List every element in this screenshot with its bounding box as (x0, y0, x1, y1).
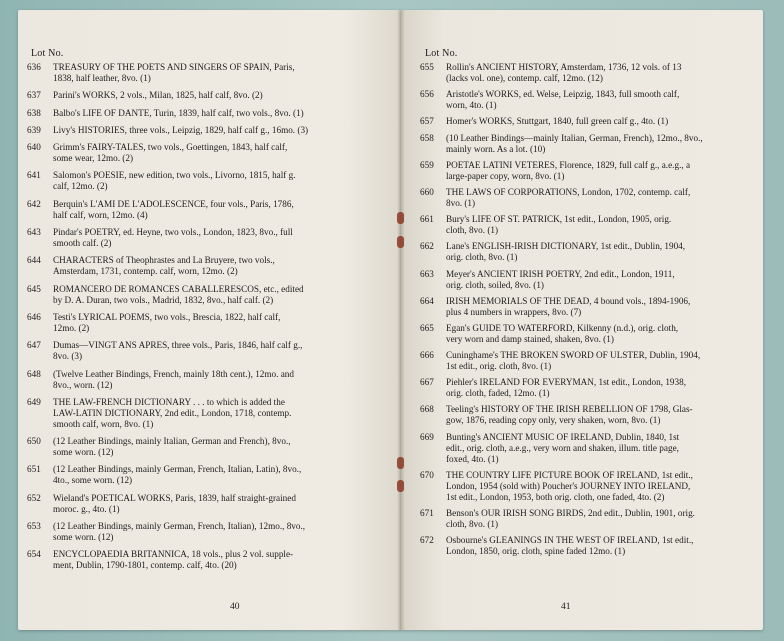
lot-entry (419, 116, 749, 127)
lot-number: 658 (420, 132, 434, 143)
lot-number: 669 (420, 431, 434, 442)
lot-entry (26, 464, 390, 486)
lot-number: 671 (420, 508, 434, 518)
description-line: Wieland's POETICAL WORKS, Paris, 1839, half straight-grained (53, 492, 296, 503)
lot-number: 651 (27, 464, 41, 475)
lot-entry (26, 108, 390, 119)
lot-description (53, 397, 390, 430)
description-line: POETAE LATINI VETERES, Florence, 1829, full calf g., a.e.g., a (446, 159, 691, 170)
lot-description (446, 269, 749, 291)
lot-description (53, 227, 390, 249)
page-number: 41 (561, 602, 571, 612)
description-line: Cuninghame's THE BROKEN SWORD OF ULSTER, Dublin, 1904, (446, 350, 701, 361)
lot-entry (419, 241, 749, 263)
lot-entry (26, 369, 390, 391)
lot-entry (419, 470, 749, 503)
lot-description (446, 470, 749, 503)
staple (397, 212, 404, 224)
description-line: Pindar's POETRY, ed. Heyne, two vols., London, 1823, 8vo., full (53, 227, 293, 238)
lot-number: 648 (27, 368, 41, 379)
lot-entry (26, 142, 390, 164)
lot-description (53, 340, 390, 362)
lot-entry (419, 296, 749, 318)
lot-entry (419, 133, 749, 155)
description-line: Teeling's HISTORY OF THE IRISH REBELLION OF 1798, Glas- (446, 404, 693, 415)
lot-entry (26, 90, 390, 101)
lot-number: 667 (420, 377, 434, 388)
description-line: 8vo., worn. (12) (53, 379, 113, 390)
lot-description (53, 464, 390, 486)
right-page (401, 10, 763, 630)
description-line: Aristotle's WORKS, ed. Welse, Leipzig, 1843, full smooth calf, (446, 89, 680, 100)
lot-list (419, 62, 749, 562)
lot-entry (419, 377, 749, 399)
lot-number: 650 (27, 436, 41, 447)
lot-description (53, 521, 390, 543)
description-line: some worn. (12) (53, 447, 114, 458)
lot-number: 647 (27, 340, 41, 351)
lot-number: 640 (27, 142, 41, 153)
lot-description (446, 296, 749, 318)
lot-number-header: Lot No. (31, 48, 64, 59)
description-line: large-paper copy, worn, 8vo. (1) (446, 170, 565, 181)
left-page (18, 10, 401, 630)
description-line: 1838, half leather, 8vo. (1) (53, 73, 151, 83)
staple (397, 457, 404, 469)
description-line: Homer's WORKS, Stuttgart, 1840, full green calf g., 4to. (1) (446, 116, 669, 127)
lot-description (53, 284, 390, 306)
lot-number: 670 (420, 469, 434, 480)
lot-entry (26, 549, 390, 571)
lot-list (26, 62, 390, 578)
description-line: Testi's LYRICAL POEMS, two vols., Brescia, 1822, half calf, (53, 311, 281, 322)
description-line: foxed, 4to. (1) (446, 453, 499, 464)
description-line: gow, 1876, reading copy only, very shaken, worn, 8vo. (1) (446, 415, 661, 426)
description-line: THE COUNTRY LIFE PICTURE BOOK OF IRELAND, 1st edit., (446, 469, 693, 480)
lot-entry (26, 397, 390, 430)
description-line: calf, 12mo. (2) (53, 181, 108, 192)
lot-entry (419, 350, 749, 372)
description-line: Piehler's IRELAND FOR EVERYMAN, 1st edit., London, 1938, (446, 377, 687, 388)
lot-entry (419, 269, 749, 291)
description-line: Egan's GUIDE TO WATERFORD, Kilkenny (n.d.), orig. cloth, (446, 322, 679, 333)
description-line: THE LAWS OF CORPORATIONS, London, 1702, contemp. calf, (446, 186, 691, 197)
lot-number: 637 (27, 90, 41, 101)
lot-number: 643 (27, 227, 41, 238)
lot-description (53, 255, 390, 277)
description-line: by D. A. Duran, two vols., Madrid, 1832, 8vo., half calf. (2) (53, 294, 274, 305)
description-line: Parini's WORKS, 2 vols., Milan, 1825, half calf, 8vo. (2) (53, 90, 263, 101)
lot-entry (419, 323, 749, 345)
lot-entry (419, 432, 749, 465)
lot-entry (26, 255, 390, 277)
lot-entry (26, 312, 390, 334)
lot-number: 668 (420, 404, 434, 415)
lot-number: 662 (420, 241, 434, 252)
description-line: half calf, worn, 12mo. (4) (53, 209, 148, 220)
lot-description (53, 170, 390, 192)
lot-entry (26, 521, 390, 543)
lot-description (53, 436, 390, 458)
description-line: Salomon's POESIE, new edition, two vols., Livorno, 1815, half g. (53, 170, 296, 181)
description-line: orig. cloth, soiled, 8vo. (1) (446, 279, 544, 290)
lot-number: 655 (420, 62, 434, 72)
lot-number: 663 (420, 268, 434, 279)
description-line: 1st edit., London, 1953, both orig. cloth, one faded, 4to. (2) (446, 491, 665, 502)
description-line: 12mo. (2) (53, 322, 90, 333)
lot-entry (26, 436, 390, 458)
page-number: 40 (230, 602, 240, 612)
lot-entry (26, 170, 390, 192)
lot-number: 654 (27, 549, 41, 560)
lot-number: 649 (27, 396, 41, 407)
lot-number: 659 (420, 159, 434, 170)
description-line: TREASURY OF THE POETS AND SINGERS OF SPAIN, Paris, (53, 62, 295, 72)
book-gutter (397, 10, 405, 630)
lot-number: 661 (420, 214, 434, 225)
description-line: orig. cloth, 8vo. (1) (446, 252, 518, 263)
lot-description (53, 108, 390, 119)
lot-number: 657 (420, 116, 434, 127)
description-line: some worn. (12) (53, 532, 114, 543)
description-line: London, 1850, orig. cloth, spine faded 12mo. (1) (446, 546, 626, 557)
lot-entry (419, 508, 749, 530)
lot-description (446, 116, 749, 127)
lot-description (446, 404, 749, 426)
lot-description (53, 142, 390, 164)
description-line: Lane's ENGLISH-IRISH DICTIONARY, 1st edit., Dublin, 1904, (446, 241, 686, 252)
description-line: IRISH MEMORIALS OF THE DEAD, 4 bound vols., 1894-1906, (446, 295, 691, 306)
lot-description (446, 214, 749, 236)
staple (397, 480, 404, 492)
description-line: (12 Leather Bindings, mainly German, French, Italian), 12mo., 8vo., (53, 521, 306, 532)
description-line: 4to., some worn. (12) (53, 475, 133, 486)
lot-number: 646 (27, 311, 41, 322)
lot-description (446, 62, 749, 84)
lot-description (446, 432, 749, 465)
description-line: ment, Dublin, 1790-1801, contemp. calf, 4to. (20) (53, 560, 237, 571)
lot-entry (419, 404, 749, 426)
lot-description (446, 535, 749, 557)
lot-description (446, 187, 749, 209)
description-line: LAW-LATIN DICTIONARY, 2nd edit., London, 1718, contemp. (53, 407, 292, 418)
lot-description (446, 241, 749, 263)
lot-entry (26, 199, 390, 221)
lot-description (446, 323, 749, 345)
lot-description (446, 160, 749, 182)
lot-entry (419, 187, 749, 209)
description-line: cloth, 8vo. (1) (446, 225, 499, 236)
lot-number: 672 (420, 535, 434, 546)
lot-number: 641 (27, 170, 41, 181)
lot-description (53, 369, 390, 391)
lot-number: 660 (420, 186, 434, 197)
lot-description (53, 62, 390, 84)
lot-number: 652 (27, 492, 41, 503)
lot-entry (26, 125, 390, 136)
lot-number: 644 (27, 255, 41, 266)
description-line: Osbourne's GLEANINGS IN THE WEST OF IRELAND, 1st edit., (446, 535, 694, 546)
description-line: moroc. g., 4to. (1) (53, 503, 120, 514)
lot-number-header: Lot No. (425, 48, 458, 59)
description-line: mainly worn. As a lot. (10) (446, 143, 546, 154)
description-line: (Twelve Leather Bindings, French, mainly 18th cent.), 12mo. and (53, 368, 294, 379)
description-line: worn, 4to. (1) (446, 100, 497, 111)
description-line: Benson's OUR IRISH SONG BIRDS, 2nd edit., Dublin, 1901, orig. (446, 508, 695, 518)
description-line: plus 4 numbers in wrappers, 8vo. (7) (446, 306, 582, 317)
description-line: 1st edit., orig. cloth, 8vo. (1) (446, 361, 552, 372)
lot-description (53, 90, 390, 101)
lot-entry (419, 160, 749, 182)
description-line: ENCYCLOPAEDIA BRITANNICA, 18 vols., plus 2 vol. supple- (53, 549, 294, 560)
description-line: Meyer's ANCIENT IRISH POETRY, 2nd edit., London, 1911, (446, 268, 675, 279)
lot-description (446, 89, 749, 111)
description-line: ROMANCERO DE ROMANCES CABALLERESCOS, etc., edited (53, 283, 304, 294)
lot-description (53, 312, 390, 334)
description-line: CHARACTERS of Theophrastes and La Bruyere, two vols., (53, 255, 275, 266)
description-line: orig. cloth, faded, 12mo. (1) (446, 388, 550, 399)
staple (397, 236, 404, 248)
description-line: (10 Leather Bindings—mainly Italian, German, French), 12mo., 8vo., (446, 132, 703, 143)
description-line: (12 Leather Bindings, mainly German, French, Italian, Latin), 8vo., (53, 464, 302, 475)
description-line: cloth, 8vo. (1) (446, 519, 499, 529)
description-line: (12 Leather Bindings, mainly Italian, German and French), 8vo., (53, 436, 291, 447)
lot-number: 666 (420, 350, 434, 361)
description-line: Grimm's FAIRY-TALES, two vols., Goettingen, 1843, half calf, (53, 142, 288, 153)
lot-description (53, 549, 390, 571)
lot-description (53, 125, 390, 136)
description-line: Bunting's ANCIENT MUSIC OF IRELAND, Dublin, 1840, 1st (446, 431, 680, 442)
description-line: 8vo. (3) (53, 351, 83, 362)
description-line: Rollin's ANCIENT HISTORY, Amsterdam, 1736, 12 vols. of 13 (446, 62, 682, 72)
lot-entry (26, 340, 390, 362)
lot-number: 638 (27, 107, 41, 118)
lot-description (446, 133, 749, 155)
lot-description (53, 199, 390, 221)
lot-entry (26, 493, 390, 515)
lot-description (446, 377, 749, 399)
description-line: Bury's LIFE OF ST. PATRICK, 1st edit., London, 1905, orig. (446, 214, 672, 225)
description-line: smooth calf. (2) (53, 238, 112, 249)
lot-description (446, 350, 749, 372)
lot-number: 636 (27, 62, 41, 72)
lot-number: 664 (420, 295, 434, 306)
lot-entry (26, 284, 390, 306)
lot-number: 656 (420, 89, 434, 100)
lot-number: 639 (27, 124, 41, 135)
lot-entry (419, 214, 749, 236)
lot-description (53, 493, 390, 515)
description-line: Livy's HISTORIES, three vols., Leipzig, 1829, half calf g., 16mo. (3) (53, 124, 309, 135)
description-line: London, 1954 (sold with) Poucher's JOURNEY INTO IRELAND, (446, 480, 691, 491)
description-line: 8vo. (1) (446, 197, 476, 208)
description-line: edit., orig. cloth, a.e.g., very worn and shaken, illum. title page, (446, 442, 679, 453)
description-line: THE LAW-FRENCH DICTIONARY . . . to which is added the (53, 396, 285, 407)
description-line: smooth calf, worn, 8vo. (1) (53, 418, 154, 429)
lot-description (446, 508, 749, 530)
lot-entry (419, 62, 749, 84)
lot-number: 653 (27, 521, 41, 532)
description-line: Balbo's LIFE OF DANTE, Turin, 1839, half calf, two vols., 8vo. (1) (53, 107, 304, 118)
description-line: Berquin's L'AMI DE L'ADOLESCENCE, four vols., Paris, 1786, (53, 198, 294, 209)
lot-entry (419, 535, 749, 557)
lot-number: 665 (420, 322, 434, 333)
lot-entry (419, 89, 749, 111)
lot-number: 642 (27, 198, 41, 209)
lot-entry (26, 62, 390, 84)
lot-entry (26, 227, 390, 249)
description-line: Dumas—VINGT ANS APRES, three vols., Paris, 1846, half calf g., (53, 340, 303, 351)
description-line: some wear, 12mo. (2) (53, 153, 133, 164)
description-line: very worn and damp stained, shaken, 8vo. (1) (446, 333, 614, 344)
lot-number: 645 (27, 283, 41, 294)
description-line: (lacks vol. one), contemp. calf, 12mo. (12) (446, 73, 603, 83)
description-line: Amsterdam, 1731, contemp. calf, worn, 12mo. (2) (53, 266, 238, 277)
